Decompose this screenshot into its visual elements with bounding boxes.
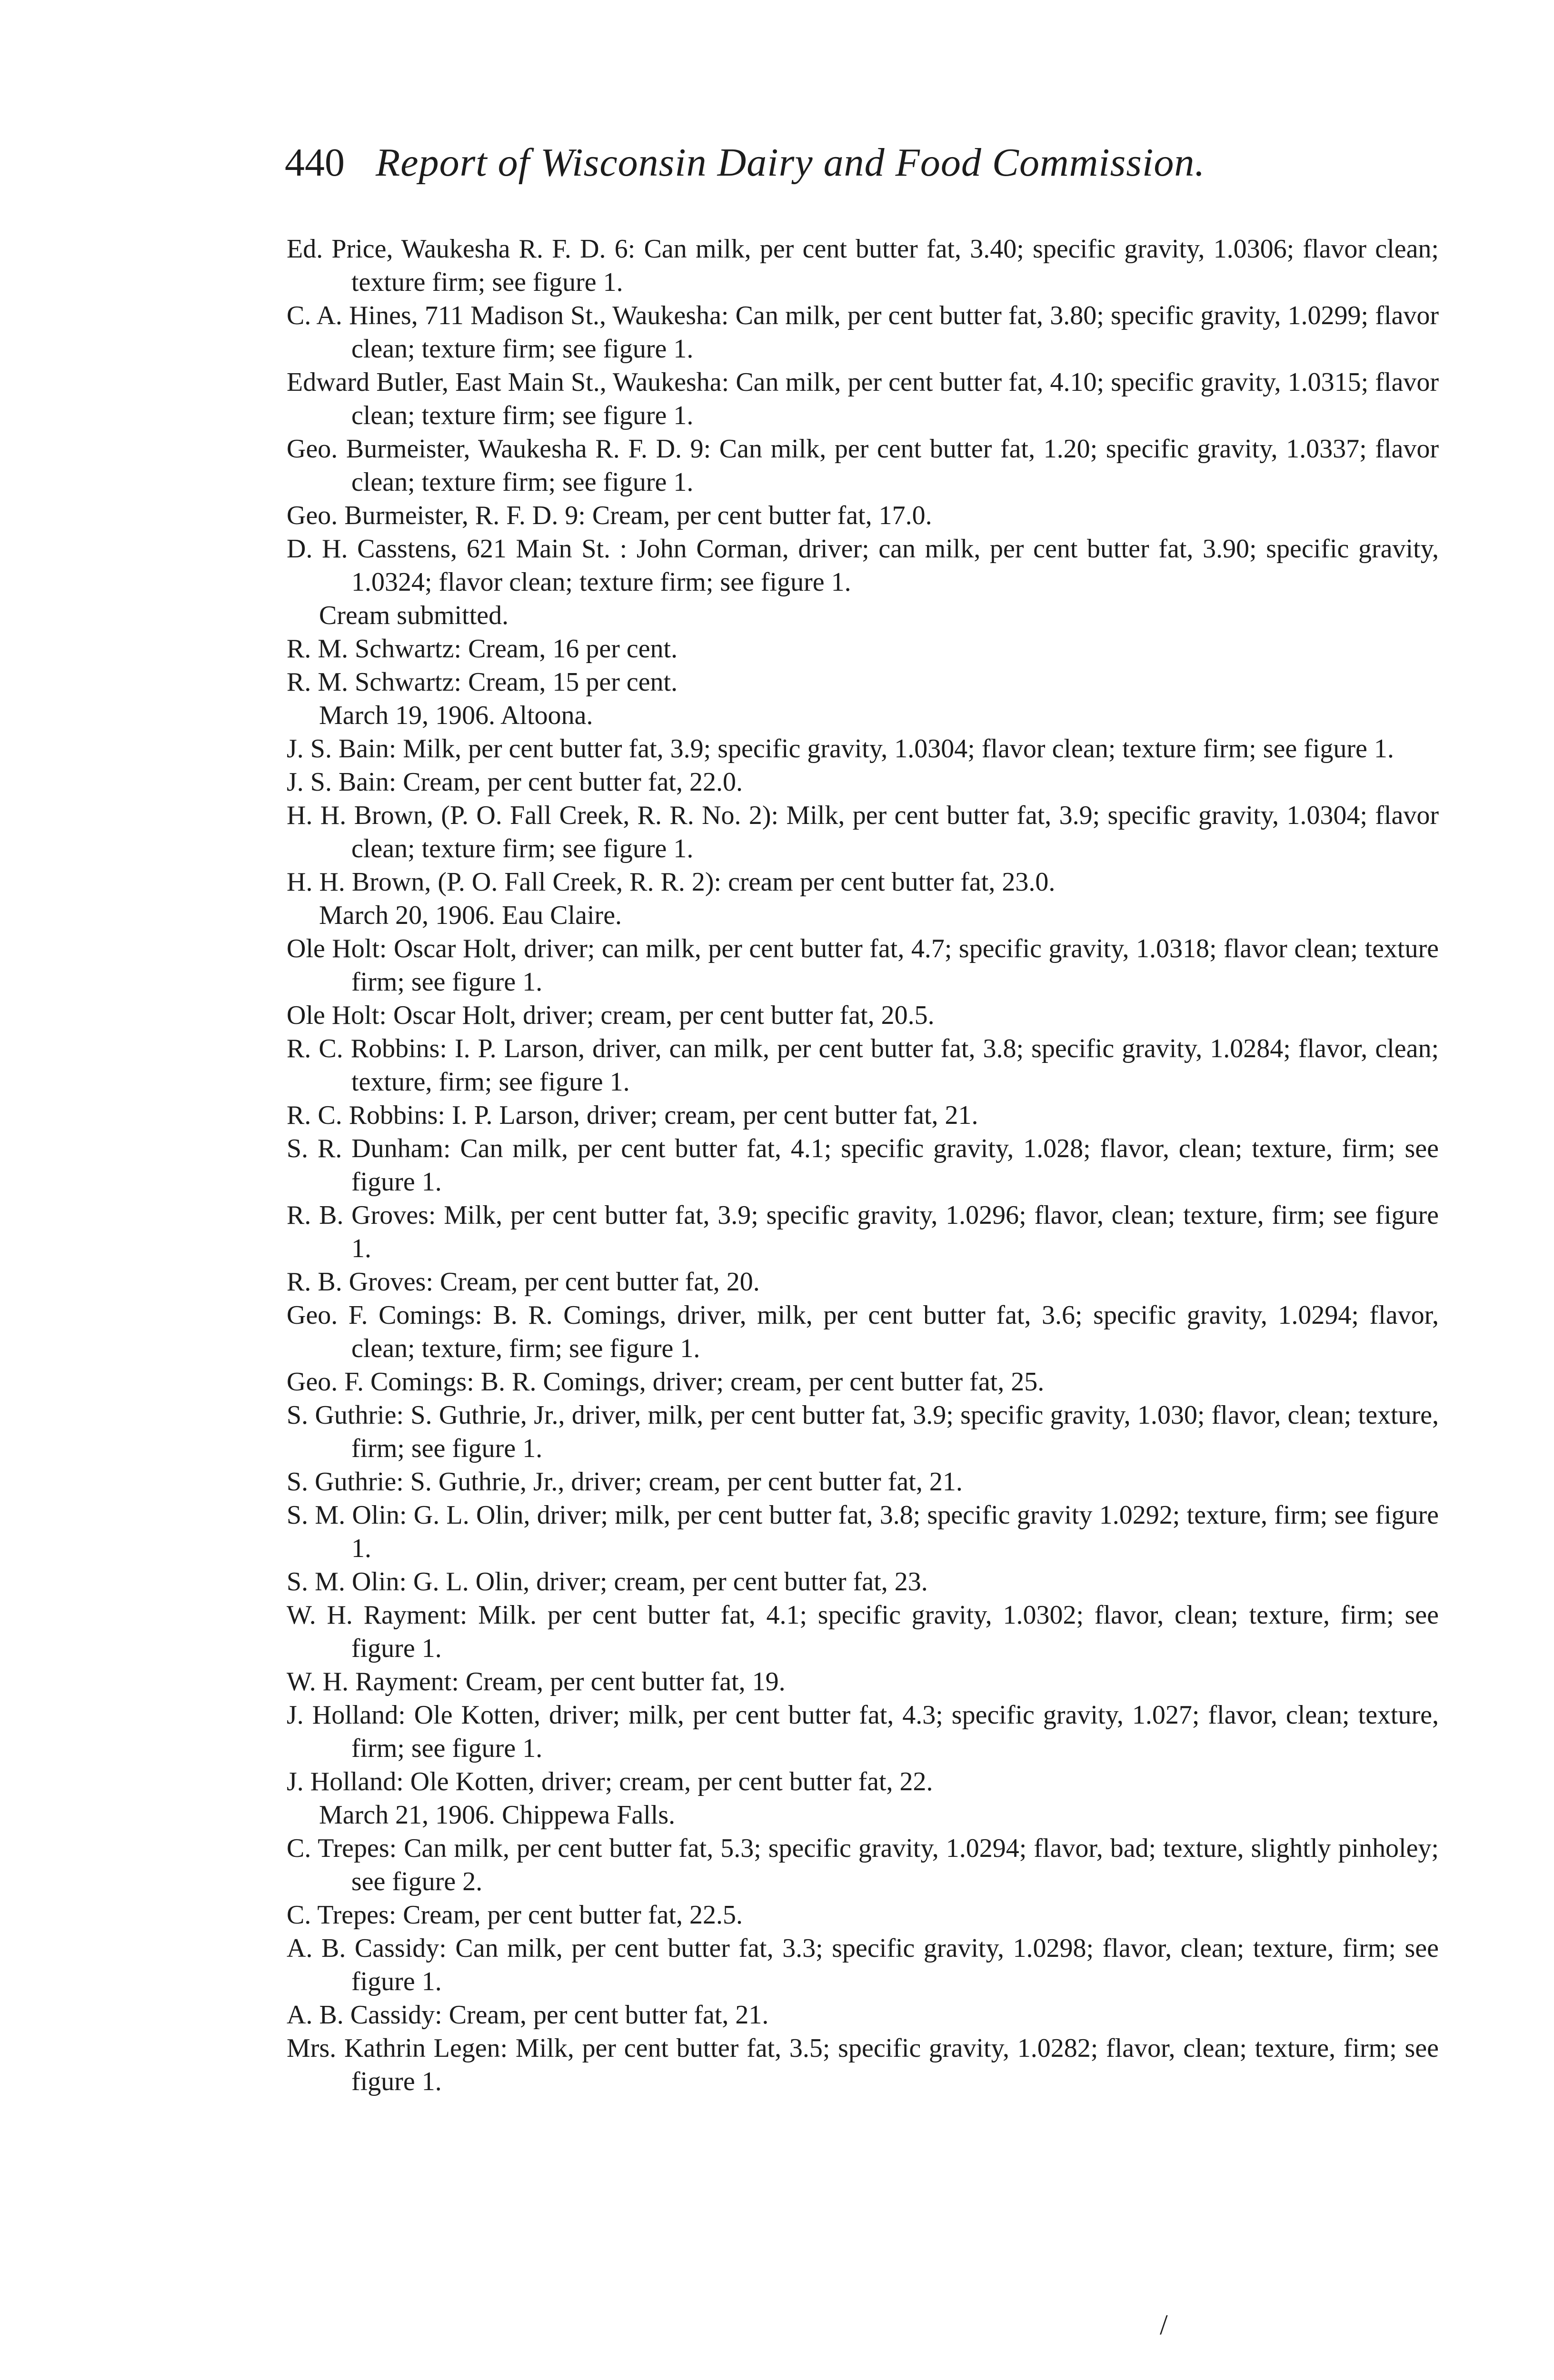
page-number: 440 <box>285 140 345 185</box>
record-entry: J. Holland: Ole Kotten, driver; milk, per cent butter fat, 4.3; specific gravity, 1.027; flavor, clean; texture, firm; see figure 1. <box>287 1700 1439 1763</box>
section-continuation <box>287 232 1439 699</box>
record-entry: A. B. Cassidy: Can milk, per cent butter fat, 3.3; specific gravity, 1.0298; flavor, clean; texture, firm; see figure 1. <box>287 1934 1439 1996</box>
record-entry: S. Guthrie: S. Guthrie, Jr., driver; cream, per cent butter fat, 21. <box>287 1467 963 1497</box>
record-entry: R. B. Groves: Cream, per cent butter fat, 20. <box>287 1267 760 1297</box>
record-entry: W. H. Rayment: Cream, per cent butter fat, 19. <box>287 1667 786 1696</box>
section-date-heading: March 20, 1906. Eau Claire. <box>319 901 622 930</box>
record-entry: R. M. Schwartz: Cream, 15 per cent. <box>287 667 678 697</box>
record-entry: C. Trepes: Cream, per cent butter fat, 22.5. <box>287 1900 743 1930</box>
record-entry: R. C. Robbins: I. P. Larson, driver; cream, per cent butter fat, 21. <box>287 1101 978 1130</box>
record-entry: Geo. F. Comings: B. R. Comings, driver, milk, per cent butter fat, 3.6; specific gravity, 1.0294; flavor, clean; texture, firm; see figure 1. <box>287 1300 1439 1363</box>
record-entry: H. H. Brown, (P. O. Fall Creek, R. R. No. 2): Milk, per cent butter fat, 3.9; specific gravity, 1.0304; flavor clean; texture firm; see figure 1. <box>287 801 1439 863</box>
record-entry: Ole Holt: Oscar Holt, driver; cream, per cent butter fat, 20.5. <box>287 1001 935 1030</box>
record-entry: Geo. F. Comings: B. R. Comings, driver; cream, per cent butter fat, 25. <box>287 1367 1045 1397</box>
record-entry: D. H. Casstens, 621 Main St. : John Corman, driver; can milk, per cent butter fat, 3.90; specific gravity, 1.0324; flavor clean; texture firm; see figure 1. <box>287 534 1439 597</box>
record-entry: Geo. Burmeister, Waukesha R. F. D. 9: Can milk, per cent butter fat, 1.20; specific gravity, 1.0337; flavor clean; texture firm; see figure 1. <box>287 434 1439 497</box>
record-entry: R. C. Robbins: I. P. Larson, driver, can milk, per cent butter fat, 3.8; specific gravity, 1.0284; flavor, clean; texture, firm; see figure 1. <box>287 1034 1439 1097</box>
record-entry: R. M. Schwartz: Cream, 16 per cent. <box>287 634 678 664</box>
record-entry: C. Trepes: Can milk, per cent butter fat, 5.3; specific gravity, 1.0294; flavor, bad; texture, slightly pinholey; see figure 2. <box>287 1834 1439 1896</box>
record-entry: S. M. Olin: G. L. Olin, driver; cream, per cent butter fat, 23. <box>287 1567 928 1597</box>
record-entry: W. H. Rayment: Milk. per cent butter fat, 4.1; specific gravity, 1.0302; flavor, clean; texture, firm; see figure 1. <box>287 1600 1439 1663</box>
section-note: Cream submitted. <box>319 601 509 630</box>
record-entry: Ed. Price, Waukesha R. F. D. 6: Can milk, per cent butter fat, 3.40; specific gravity, 1.0306; flavor clean; texture firm; see figure 1. <box>287 234 1439 297</box>
stray-pen-mark: / <box>1160 2309 1168 2340</box>
record-entry: S. M. Olin: G. L. Olin, driver; milk, per cent butter fat, 3.8; specific gravity 1.0292; texture, firm; see figure 1. <box>287 1500 1439 1563</box>
section-altoona <box>287 699 1439 899</box>
record-entry: A. B. Cassidy: Cream, per cent butter fat, 21. <box>287 2000 769 2030</box>
running-header <box>285 139 1205 187</box>
record-entry: Edward Butler, East Main St., Waukesha: Can milk, per cent butter fat, 4.10; specific gravity, 1.0315; flavor clean; texture firm; see figure 1. <box>287 367 1439 430</box>
record-entry: S. Guthrie: S. Guthrie, Jr., driver, milk, per cent butter fat, 3.9; specific gravity, 1.030; flavor, clean; texture, firm; see figure 1. <box>287 1400 1439 1463</box>
section-date-heading: March 21, 1906. Chippewa Falls. <box>319 1800 676 1830</box>
section-date-heading: March 19, 1906. Altoona. <box>319 701 593 730</box>
record-entry: R. B. Groves: Milk, per cent butter fat, 3.9; specific gravity, 1.0296; flavor, clean; texture, firm; see figure 1. <box>287 1200 1439 1263</box>
record-entry: J. S. Bain: Milk, per cent butter fat, 3.9; specific gravity, 1.0304; flavor clean; texture firm; see figure 1. <box>287 734 1394 764</box>
record-entry: S. R. Dunham: Can milk, per cent butter fat, 4.1; specific gravity, 1.028; flavor, clean; texture, firm; see figure 1. <box>287 1134 1439 1197</box>
record-entry: J. Holland: Ole Kotten, driver; cream, per cent butter fat, 22. <box>287 1767 933 1796</box>
record-entry: Ole Holt: Oscar Holt, driver; can milk, per cent butter fat, 4.7; specific gravity, 1.0318; flavor clean; texture firm; see figure 1. <box>287 934 1439 997</box>
record-entry: J. S. Bain: Cream, per cent butter fat, 22.0. <box>287 767 743 797</box>
record-entry: H. H. Brown, (P. O. Fall Creek, R. R. 2): cream per cent butter fat, 23.0. <box>287 867 1056 897</box>
record-entry: Mrs. Kathrin Legen: Milk, per cent butter fat, 3.5; specific gravity, 1.0282; flavor, clean; texture, firm; see figure 1. <box>287 2033 1439 2096</box>
record-entry: C. A. Hines, 711 Madison St., Waukesha: Can milk, per cent butter fat, 3.80; specific gravity, 1.0299; flavor clean; texture firm; see figure 1. <box>287 301 1439 364</box>
record-entry: Geo. Burmeister, R. F. D. 9: Cream, per cent butter fat, 17.0. <box>287 501 932 530</box>
section-chippewa-falls <box>287 1798 1439 2098</box>
section-eau-claire <box>287 899 1439 1798</box>
page-body <box>287 232 1439 2098</box>
running-title: Report of Wisconsin Dairy and Food Commission. <box>376 140 1205 185</box>
